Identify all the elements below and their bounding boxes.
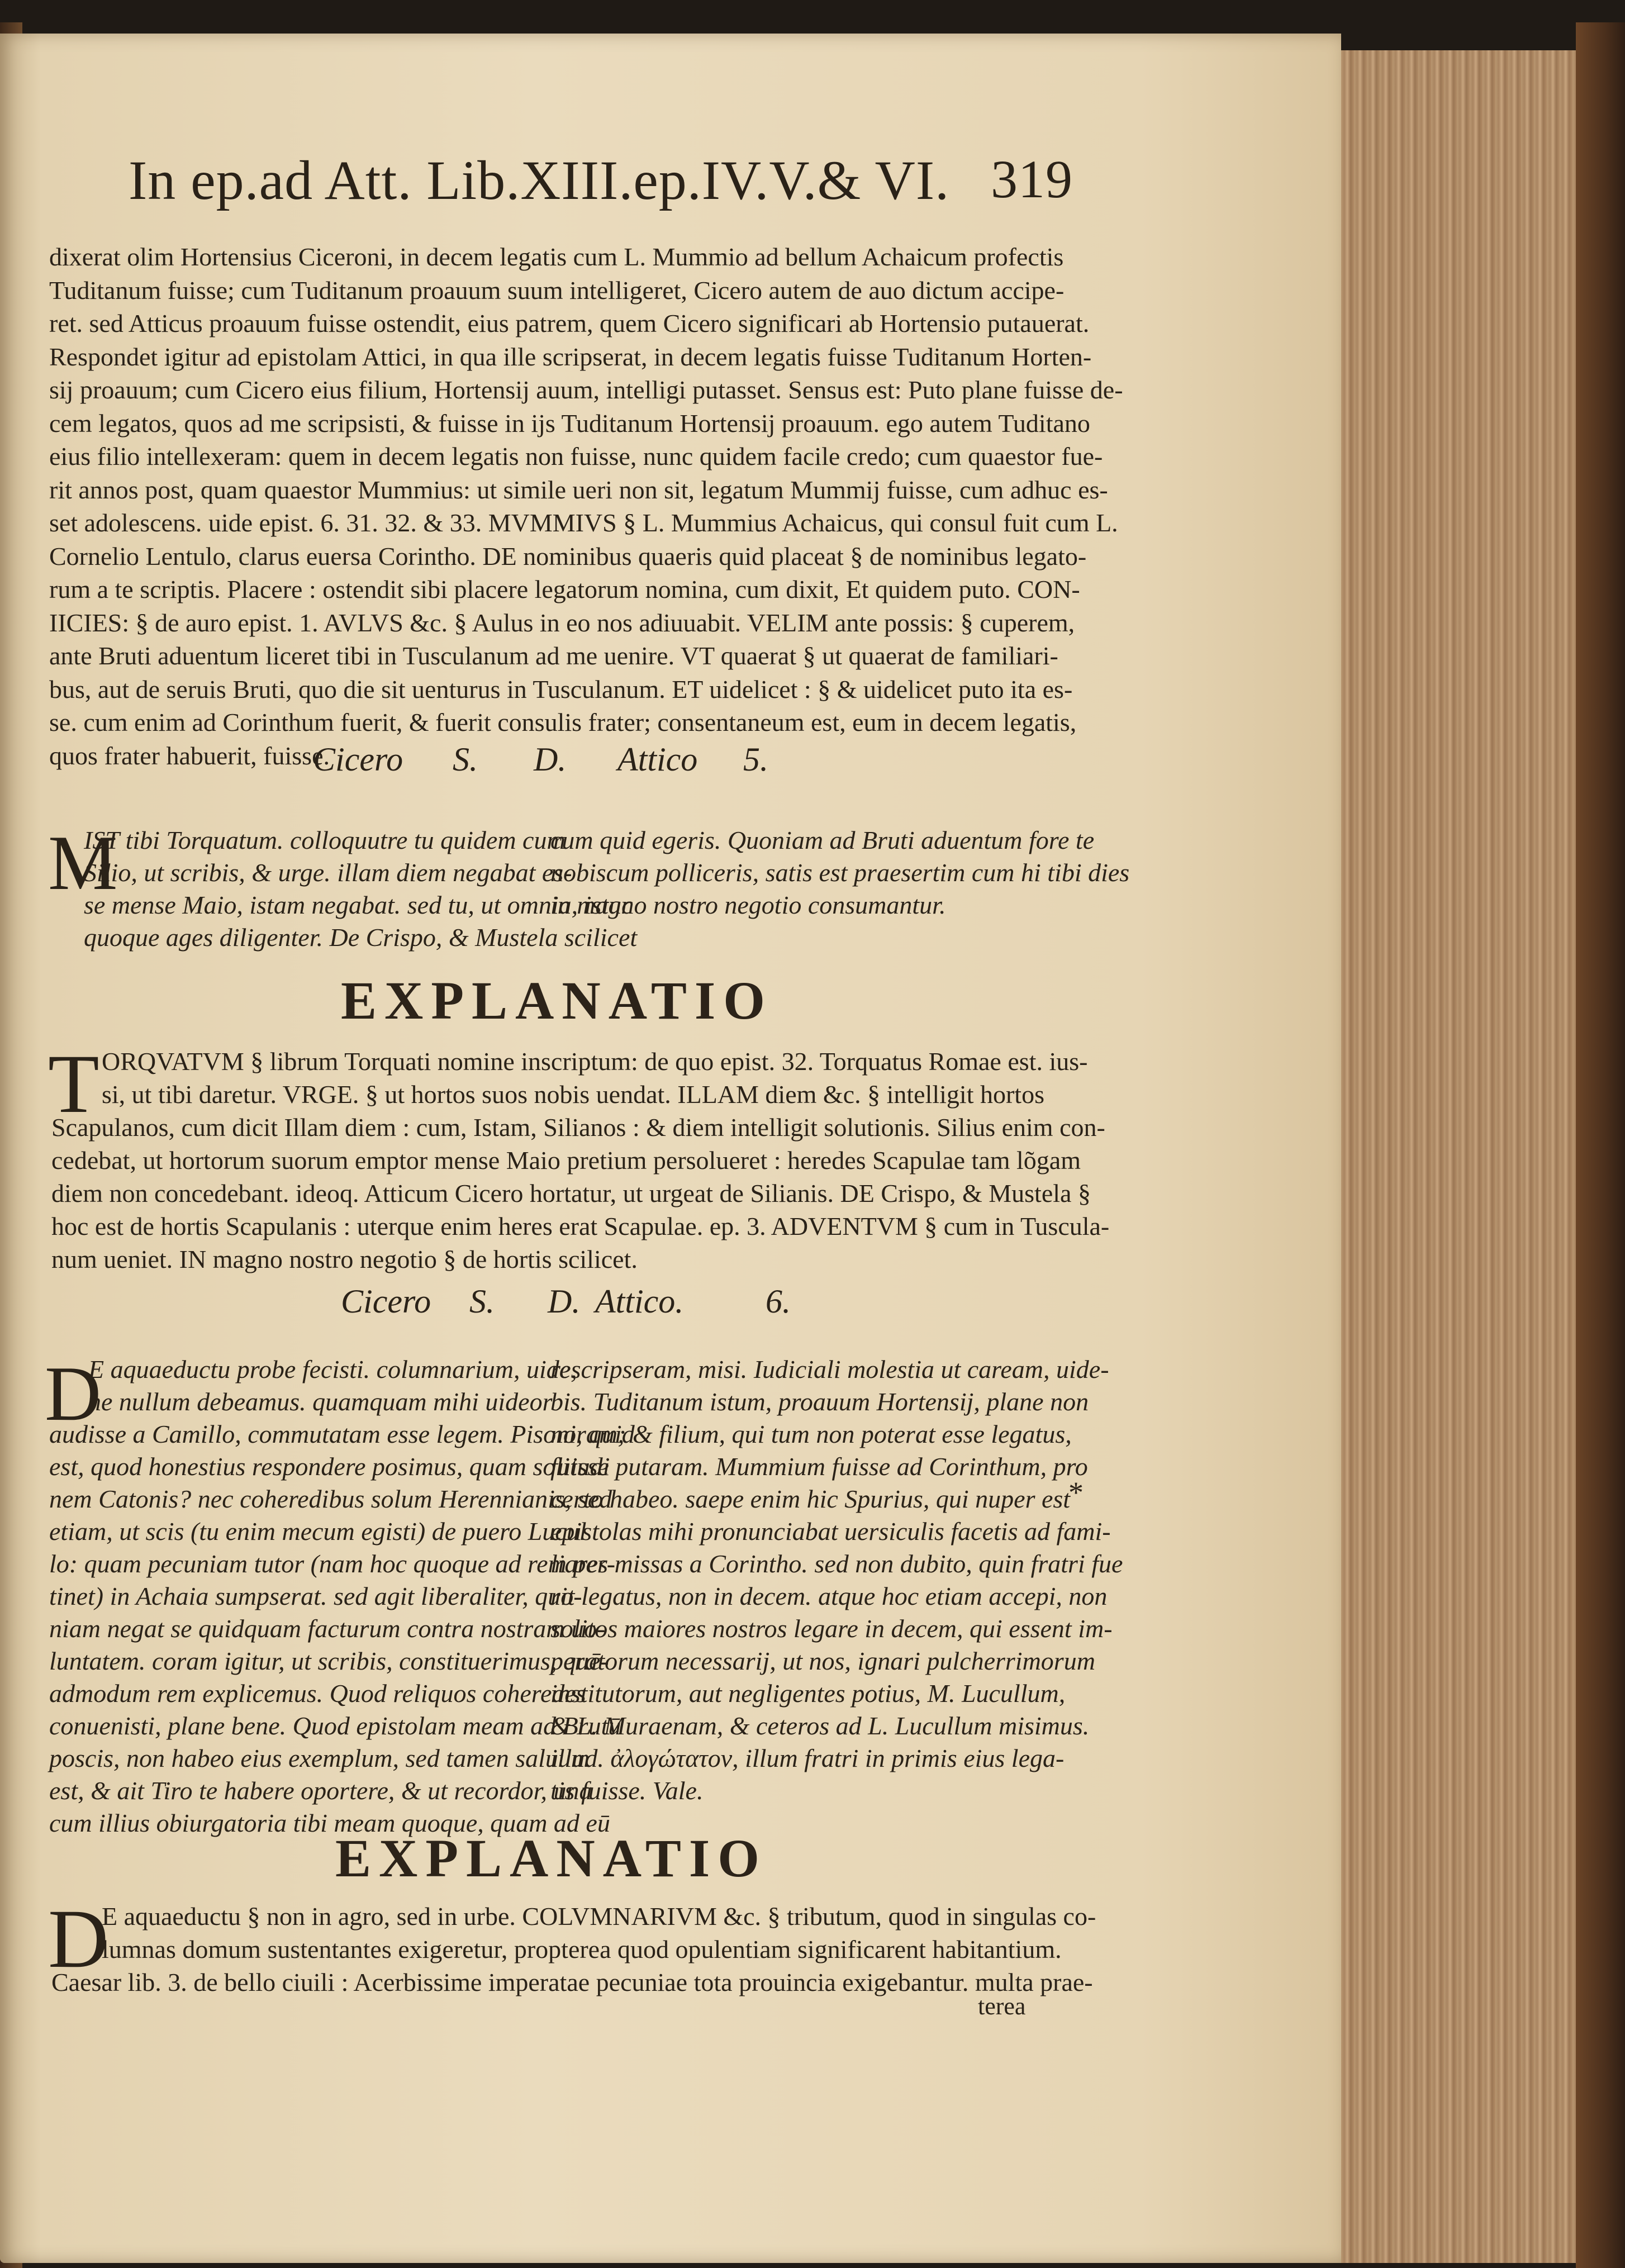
letter-6-right-line: tis fuisse. Vale.: [550, 1776, 704, 1805]
explanatio-1-paragraph: [51, 1045, 1110, 1276]
letter-6-left-line: admodum rem explicemus. Quod reliquos coheredes: [49, 1679, 586, 1708]
letter-6-s: S.: [469, 1283, 495, 1320]
letter-6-d: D.: [548, 1283, 581, 1320]
explanatio-2-dropcap: D: [48, 1893, 109, 1985]
intro-line: ret. sed Atticus proauum fuisse ostendit, eius patrem, quem Cicero significari ab Hortensio putauerat.: [49, 309, 1090, 337]
letter-5-right-line: nobiscum polliceris, satis est praesertim cum hi tibi dies: [550, 858, 1130, 887]
letter-5-number: 5.: [743, 741, 768, 778]
letter-6-right-line: rescripseram, misi. Iudiciali molestia ut caream, uide-: [550, 1355, 1109, 1383]
running-title: In ep.ad Att. Lib.XIII.ep.IV.V.& VI.: [129, 149, 950, 211]
intro-line: bus, aut de seruis Bruti, quo die sit uenturus in Tusculanum. ET uidelicet : § & uidelicet puto ita es-: [49, 674, 1073, 703]
letter-6-right-line: liares missas a Corintho. sed non dubito, quin fratri fue: [550, 1549, 1123, 1578]
letter-6-right-column: [550, 1353, 1123, 1807]
letter-6-left-line: tinet) in Achaia sumpserat. sed agit liberaliter, quo-: [49, 1582, 582, 1610]
intro-line: se. cum enim ad Corinthum fuerit, & fuerit consulis frater; consentaneum est, eum in decem legatis,: [49, 708, 1077, 736]
intro-line: quos frater habuerit, fuisse.: [49, 741, 330, 770]
explanatio-1-line: Scapulanos, cum dicit Illam diem : cum, Istam, Silianos : & diem intelligit solutionis. Silius enim con-: [51, 1113, 1105, 1142]
letter-6-left-line: E aquaeductu probe fecisti. columnarium, uide,: [88, 1355, 577, 1383]
intro-paragraph: [49, 240, 1123, 772]
intro-line: dixerat olim Hortensius Ciceroni, in decem legatis cum L. Mummio ad bellum Achaicum profectis: [49, 243, 1064, 271]
letter-6-right-line: rit legatus, non in decem. atque hoc etiam accepi, non: [550, 1582, 1108, 1610]
intro-line: rum a te scriptis. Placere : ostendit sibi placere legatorum nomina, cum dixit, Et quidem puto. CON-: [49, 575, 1080, 603]
letter-6-right-line: fuisse putaram. Mummium fuisse ad Corinthum, pro: [550, 1452, 1088, 1481]
intro-line: eius filio intellexeram: quem in decem legatis non fuisse, nunc quidem facile credo; cum quaestor fue-: [49, 442, 1103, 470]
explanatio-heading-1: EXPLANATIO: [341, 971, 773, 1030]
letter-6-left-line: nem Catonis? nec coheredibus solum Herennianis, sed: [49, 1485, 612, 1513]
letter-6-sender: Cicero: [341, 1283, 431, 1320]
page-number: 319: [991, 149, 1073, 209]
letter-5-right-line: cum quid egeris. Quoniam ad Bruti aduentum fore te: [550, 826, 1095, 854]
letter-6-left-line: poscis, non habeo eius exemplum, sed tamen saluum: [49, 1744, 590, 1772]
letter-6-left-line: lo: quam pecuniam tutor (nam hoc quoque ad rem per-: [49, 1549, 616, 1578]
letter-6-right-line: noram; & filium, qui tum non poterat esse legatus,: [550, 1420, 1072, 1448]
letter-6-left-line: ne nullum debeamus. quamquam mihi uideor: [88, 1387, 553, 1416]
letter-5-heading: [313, 740, 768, 785]
letter-5-s: S.: [453, 741, 478, 778]
intro-line: set adolescens. uide epist. 6. 31. 32. & 33. MVMMIVS § L. Mummius Achaicus, qui consul fuit cum L.: [49, 508, 1118, 537]
letter-6-left-line: cum illius obiurgatoria tibi meam quoque, quam ad eū: [49, 1809, 610, 1837]
letter-6-left-line: est, & ait Tiro te habere oportere, & ut recordor, una: [49, 1776, 592, 1805]
letter-5-left-line: IST tibi Torquatum. colloquutre tu quidem cum: [84, 826, 566, 854]
letter-6-right-line: certo habeo. saepe enim hic Spurius, qui nuper est: [550, 1485, 1071, 1513]
letter-6-left-line: conuenisti, plane bene. Quod epistolam meam ad Brutū: [49, 1711, 621, 1740]
explanatio-1-line: num ueniet. IN magno nostro negotio § de hortis scilicet.: [51, 1245, 638, 1273]
letter-6-dropcap: D: [45, 1351, 102, 1437]
intro-line: ante Bruti aduentum liceret tibi in Tusculanum ad me uenire. VT quaerat § ut quaerat de familiari-: [49, 641, 1058, 670]
letter-6-left-line: etiam, ut scis (tu enim mecum egisti) de puero Lucul: [49, 1517, 587, 1546]
intro-line: IICIES: § de auro epist. 1. AVLVS &c. § Aulus in eo nos adiuuabit. VELIM ante possis: § cuperem,: [49, 608, 1075, 637]
explanatio-1-line: diem non concedebant. ideoq. Atticum Cicero hortatur, ut urgeat de Silianis. DE Crispo, & Mustela §: [51, 1179, 1091, 1207]
letter-6-right-line: & L. Muraenam, & ceteros ad L. Lucullum misimus.: [550, 1711, 1090, 1740]
explanatio-1-line: si, ut tibi daretur. VRGE. § ut hortos suos nobis uendat. ILLAM diem &c. § intelligit hortos: [102, 1080, 1044, 1109]
letter-5-right-column: [550, 824, 1130, 921]
explanatio-heading-2: EXPLANATIO: [335, 1828, 767, 1888]
letter-6-right-line: epistolas mihi pronunciabat uersiculis facetis ad fami-: [550, 1517, 1111, 1546]
explanatio-2-paragraph: [51, 1900, 1096, 1999]
intro-line: Cornelio Lentulo, clarus euersa Corintho. DE nominibus quaeris quid placeat § de nominibus legato-: [49, 541, 1087, 570]
page-edges: [1341, 50, 1576, 2263]
explanatio-1-line: ORQVATVM § librum Torquati nomine inscriptum: de quo epist. 32. Torquatus Romae est. ius-: [102, 1047, 1088, 1076]
letter-6-right-line: solitos maiores nostros legare in decem, qui essent im-: [550, 1614, 1113, 1643]
letter-5-d: D.: [534, 741, 567, 778]
letter-5-recipient: Attico: [617, 741, 698, 778]
letter-6-left-line: audisse a Camillo, commutatam esse legem. Pisoni, quid: [49, 1420, 635, 1448]
intro-line: Tuditanum fuisse; cum Tuditanum proauum suum intelligeret, Cicero autem de auo dictum accipe-: [49, 275, 1065, 305]
letter-5-left-line: se mense Maio, istam negabat. sed tu, ut omnia, istuc: [84, 891, 633, 919]
marginal-star: *: [1068, 1476, 1084, 1509]
explanatio-1-dropcap: T: [48, 1038, 99, 1130]
letter-5-sender: Cicero: [313, 741, 403, 778]
catchword: terea: [978, 1993, 1026, 2020]
explanatio-2-line: Caesar lib. 3. de bello ciuili : Acerbissime imperatae pecuniae tota prouincia exigebantur. multa prae-: [51, 1968, 1093, 1996]
book-cover-right: [1576, 22, 1625, 2268]
letter-6-heading: [341, 1282, 799, 1327]
letter-6-left-line: est, quod honestius respondere posimus, quam solitudi: [49, 1452, 610, 1481]
letter-6-right-line: illud. ἀλογώτατον, illum fratri in primis eius lega-: [550, 1744, 1065, 1772]
letter-5-dropcap: M: [48, 820, 118, 906]
intro-line: Respondet igitur ad epistolam Attici, in qua ille scripserat, in decem legatis fuisse Tuditanum Horten-: [49, 342, 1092, 371]
letter-6-left-line: niam negat se quidquam facturum contra nostram uo-: [49, 1614, 606, 1643]
letter-6-recipient: Attico.: [595, 1283, 684, 1320]
explanatio-2-line: E aquaeductu § non in agro, sed in urbe. COLVMNARIVM &c. § tributum, quod in singulas co-: [102, 1902, 1096, 1931]
letter-6-number: 6.: [766, 1283, 791, 1320]
intro-line: rit annos post, quam quaestor Mummius: ut simile ueri non sit, legatum Mummij fuisse, cum adhuc es-: [49, 475, 1108, 504]
letter-6-right-line: peratorum necessarij, ut nos, ignari pulcherrimorum: [550, 1647, 1095, 1675]
explanatio-1-line: cedebat, ut hortorum suorum emptor mense Maio pretium persolueret : heredes Scapulae tam lõgam: [51, 1146, 1081, 1175]
intro-line: cem legatos, quos ad me scripsisti, & fuisse in ijs Tuditanum Hortensij proauum. ego autem Tuditano: [49, 408, 1090, 438]
intro-line: sij proauum; cum Cicero eius filium, Hortensij auum, intelligi putasset. Sensus est: Puto plane fuisse de-: [49, 375, 1123, 404]
letter-5-right-line: in magno nostro negotio consumantur.: [550, 891, 946, 919]
letter-5-left-column: [84, 824, 638, 954]
letter-6-right-line: bis. Tuditanum istum, proauum Hortensij, plane non: [550, 1387, 1089, 1416]
letter-6-left-line: luntatem. coram igitur, ut scribis, constituerimus, quē-: [49, 1647, 609, 1675]
explanatio-2-line: lumnas domum sustentantes exigeretur, propterea quod opulentiam significarent habitantium.: [102, 1935, 1062, 1963]
letter-5-left-line: quoque ages diligenter. De Crispo, & Mustela scilicet: [84, 923, 638, 952]
letter-5-left-line: Silio, ut scribis, & urge. illam diem negabat es-: [84, 858, 572, 887]
explanatio-1-line: hoc est de hortis Scapulanis : uterque enim heres erat Scapulae. ep. 3. ADVENTVM § cum in Tuscula-: [51, 1212, 1110, 1240]
letter-6-right-line: institutorum, aut negligentes potius, M. Lucullum,: [550, 1679, 1066, 1708]
